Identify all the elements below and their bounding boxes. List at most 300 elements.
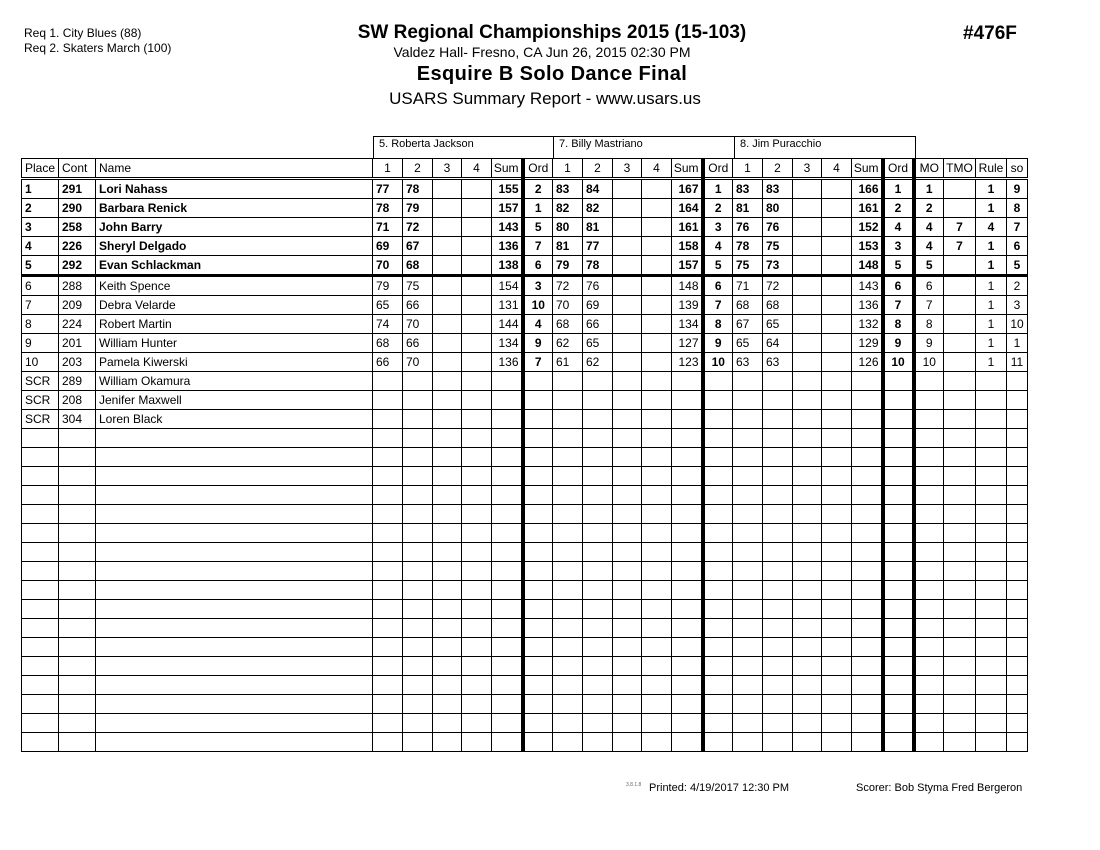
sum-cell: 158 [672,237,703,256]
score-cell [613,179,642,199]
mo-cell [914,695,944,714]
name-cell [96,524,373,543]
tmo-cell [944,410,976,429]
ordinal-cell [703,638,733,657]
score-cell [793,714,822,733]
version-stamp: 3.8.1.8 [626,782,642,788]
score-cell [583,505,613,524]
score-cell [433,543,462,562]
score-cell [793,448,822,467]
ordinal-cell: 4 [703,237,733,256]
score-cell [433,524,462,543]
sum-cell: 132 [852,315,883,334]
score-cell [642,391,672,410]
table-row [22,353,1028,372]
name-cell: Barbara Renick [96,199,373,218]
contestant-number-cell: 208 [59,391,96,410]
score-cell [613,543,642,562]
sum-cell [672,619,703,638]
rule-cell [976,619,1007,638]
score-cell: 68 [733,296,763,315]
table-row [22,372,1028,391]
score-cell: 67 [403,237,433,256]
score-cell: 65 [733,334,763,353]
score-cell [763,714,793,733]
ordinal-cell: 5 [523,218,553,237]
score-cell: 67 [733,315,763,334]
ordinal-cell [883,638,914,657]
score-cell: 70 [403,353,433,372]
score-cell [822,448,852,467]
score-cell: 65 [373,296,403,315]
score-cell: 63 [763,353,793,372]
score-cell [553,543,583,562]
score-cell [822,256,852,276]
place-cell: 3 [22,218,59,237]
score-cell [763,410,793,429]
score-cell [793,562,822,581]
score-cell [642,714,672,733]
sum-cell [672,372,703,391]
contestant-number-cell: 201 [59,334,96,353]
ordinal-cell [883,657,914,676]
score-cell: 75 [763,237,793,256]
score-cell [733,657,763,676]
score-cell [373,638,403,657]
venue-line: Valdez Hall- Fresno, CA Jun 26, 2015 02:30 PM [393,44,691,60]
score-cell [763,391,793,410]
score-cell [763,733,793,752]
score-cell [462,353,492,372]
contestant-number-cell [59,695,96,714]
score-cell [373,467,403,486]
score-cell [403,657,433,676]
score-cell: 62 [553,334,583,353]
score-cell [822,391,852,410]
score-cell: 77 [583,237,613,256]
sum-cell [492,429,523,448]
sum-cell [492,676,523,695]
sum-cell: 148 [672,276,703,296]
score-cell [642,543,672,562]
sum-cell [852,695,883,714]
tmo-cell [944,733,976,752]
mo-cell: 8 [914,315,944,334]
sum-cell: 123 [672,353,703,372]
score-cell: 66 [373,353,403,372]
judge-header-3: 8. Jim Puracchio [734,136,916,158]
score-cell [822,429,852,448]
contestant-number-cell [59,733,96,752]
ordinal-cell [523,619,553,638]
score-cell [763,448,793,467]
mo-cell [914,524,944,543]
score-cell [613,695,642,714]
ordinal-cell [883,562,914,581]
so-cell [1007,581,1028,600]
ordinal-cell: 10 [523,296,553,315]
score-cell: 66 [403,296,433,315]
score-cell [642,486,672,505]
ordinal-cell [703,391,733,410]
score-cell [733,467,763,486]
ordinal-cell [883,486,914,505]
ordinal-cell [703,619,733,638]
rule-cell [976,448,1007,467]
ordinal-cell [883,695,914,714]
sum-cell [672,505,703,524]
blank-row [22,562,1028,581]
score-cell [433,410,462,429]
score-cell: 83 [553,179,583,199]
score-cell [433,657,462,676]
mo-cell [914,733,944,752]
score-cell [553,581,583,600]
name-cell [96,600,373,619]
tmo-cell [944,714,976,733]
score-cell [793,676,822,695]
score-cell [433,619,462,638]
score-cell [373,600,403,619]
score-cell [793,600,822,619]
col-header-rule: Rule [976,159,1007,179]
score-cell [822,372,852,391]
score-cell [373,448,403,467]
blank-row [22,714,1028,733]
score-cell [613,410,642,429]
col-header-sum: Sum [492,159,523,179]
score-cell [763,619,793,638]
score-cell: 72 [763,276,793,296]
score-cell [822,676,852,695]
score-cell [373,676,403,695]
score-cell [583,410,613,429]
so-cell [1007,448,1028,467]
sum-cell [852,600,883,619]
tmo-cell [944,600,976,619]
tmo-cell [944,315,976,334]
place-cell [22,486,59,505]
tmo-cell [944,199,976,218]
score-cell [822,714,852,733]
sum-cell [852,676,883,695]
ordinal-cell: 4 [523,315,553,334]
ordinal-cell [703,714,733,733]
col-header-mo: MO [914,159,944,179]
col-header-score: 2 [403,159,433,179]
rule-cell: 1 [976,353,1007,372]
tmo-cell [944,276,976,296]
score-cell: 69 [373,237,403,256]
sum-cell [852,391,883,410]
ordinal-cell: 6 [523,256,553,276]
mo-cell: 10 [914,353,944,372]
rule-cell [976,695,1007,714]
rule-cell [976,733,1007,752]
tmo-cell [944,179,976,199]
table-row [22,410,1028,429]
table-row [22,237,1028,256]
ordinal-cell: 9 [703,334,733,353]
score-cell [822,733,852,752]
name-cell: Lori Nahass [96,179,373,199]
score-cell [733,676,763,695]
sum-cell: 139 [672,296,703,315]
score-cell: 72 [553,276,583,296]
score-cell: 81 [583,218,613,237]
sum-cell: 127 [672,334,703,353]
score-cell [763,524,793,543]
tmo-cell [944,429,976,448]
so-cell [1007,505,1028,524]
tmo-cell [944,638,976,657]
mo-cell: 1 [914,179,944,199]
score-cell [733,733,763,752]
score-cell [433,296,462,315]
score-cell [553,562,583,581]
score-cell [403,733,433,752]
score-cell: 76 [583,276,613,296]
tmo-cell [944,448,976,467]
col-header-score: 1 [373,159,403,179]
printed-timestamp: Printed: 4/19/2017 12:30 PM [649,782,790,794]
score-cell [373,695,403,714]
score-cell [613,638,642,657]
score-cell: 79 [373,276,403,296]
score-cell: 61 [553,353,583,372]
score-cell [822,237,852,256]
name-cell: Debra Velarde [96,296,373,315]
score-cell [403,562,433,581]
sum-cell: 157 [492,199,523,218]
score-cell [373,505,403,524]
sum-cell [492,505,523,524]
contestant-number-cell [59,543,96,562]
sum-cell: 136 [492,237,523,256]
col-header-score: 2 [763,159,793,179]
ordinal-cell: 7 [703,296,733,315]
score-cell [642,199,672,218]
ordinal-cell [703,486,733,505]
ordinal-cell: 10 [703,353,733,372]
blank-row [22,524,1028,543]
name-cell: Loren Black [96,410,373,429]
contestant-number-cell [59,600,96,619]
score-cell [583,714,613,733]
score-cell [793,372,822,391]
score-cell [553,695,583,714]
so-cell: 6 [1007,237,1028,256]
score-cell [462,638,492,657]
rule-cell [976,657,1007,676]
score-cell [642,619,672,638]
tmo-cell [944,505,976,524]
score-cell [642,505,672,524]
place-cell [22,505,59,524]
score-cell [733,638,763,657]
score-cell: 64 [763,334,793,353]
name-cell: Evan Schlackman [96,256,373,276]
score-cell: 75 [733,256,763,276]
sum-cell [852,429,883,448]
score-cell [763,638,793,657]
score-cell: 68 [373,334,403,353]
sum-cell: 153 [852,237,883,256]
mo-cell: 4 [914,237,944,256]
ordinal-cell [883,600,914,619]
rule-cell [976,505,1007,524]
score-cell: 78 [403,179,433,199]
table-row [22,276,1028,296]
score-cell [583,486,613,505]
sum-cell [492,562,523,581]
score-cell [613,353,642,372]
score-cell: 66 [583,315,613,334]
sum-cell: 143 [852,276,883,296]
score-cell: 65 [583,334,613,353]
contestant-number-cell: 288 [59,276,96,296]
score-cell [583,562,613,581]
score-cell [822,179,852,199]
score-cell [462,276,492,296]
score-cell [642,676,672,695]
ordinal-cell: 5 [703,256,733,276]
so-cell [1007,733,1028,752]
contestant-number-cell: 304 [59,410,96,429]
score-cell: 63 [733,353,763,372]
score-cell [373,486,403,505]
ordinal-cell [883,524,914,543]
score-cell [822,467,852,486]
score-cell [822,619,852,638]
score-cell [403,524,433,543]
scorer-names: Scorer: Bob Styma Fred Bergeron [856,782,1023,794]
score-cell [433,638,462,657]
score-cell [462,179,492,199]
score-cell [433,218,462,237]
col-header-score: 4 [462,159,492,179]
contestant-number-cell [59,657,96,676]
score-cell [763,657,793,676]
score-cell [403,391,433,410]
blank-row [22,657,1028,676]
score-cell: 74 [373,315,403,334]
rule-cell [976,429,1007,448]
place-cell [22,543,59,562]
sum-cell [852,619,883,638]
ordinal-cell: 2 [883,199,914,218]
score-cell [793,276,822,296]
name-cell [96,543,373,562]
score-cell [462,467,492,486]
mo-cell [914,600,944,619]
mo-cell [914,676,944,695]
name-cell: William Okamura [96,372,373,391]
blank-row [22,600,1028,619]
score-cell [433,714,462,733]
score-cell [583,733,613,752]
score-cell [583,619,613,638]
score-cell [613,505,642,524]
mo-cell [914,467,944,486]
results-table [21,158,1028,752]
ordinal-cell [703,429,733,448]
ordinal-cell [703,410,733,429]
tmo-cell: 7 [944,237,976,256]
score-cell [433,581,462,600]
score-cell [553,733,583,752]
rule-cell: 4 [976,218,1007,237]
col-header-score: 3 [613,159,642,179]
col-header-ord: Ord [703,159,733,179]
ordinal-cell [523,638,553,657]
score-cell [403,448,433,467]
table-row [22,391,1028,410]
blank-row [22,429,1028,448]
rule-cell: 1 [976,315,1007,334]
col-header-cont: Cont [59,159,96,179]
contestant-number-cell [59,429,96,448]
event-name: Esquire B Solo Dance Final [416,63,688,85]
contestant-number-cell: 224 [59,315,96,334]
ordinal-cell: 3 [703,218,733,237]
score-cell [763,505,793,524]
blank-row [22,467,1028,486]
sum-cell [492,695,523,714]
score-cell [763,600,793,619]
mo-cell [914,619,944,638]
blank-row [22,619,1028,638]
rule-cell [976,543,1007,562]
col-header-score: 2 [583,159,613,179]
score-cell: 80 [763,199,793,218]
tmo-cell [944,695,976,714]
score-cell: 79 [553,256,583,276]
score-cell: 71 [733,276,763,296]
ordinal-cell [883,733,914,752]
ordinal-cell [523,410,553,429]
sum-cell: 144 [492,315,523,334]
score-cell [613,714,642,733]
sum-cell [852,486,883,505]
ordinal-cell [523,657,553,676]
score-cell [462,619,492,638]
col-header-ord: Ord [523,159,553,179]
score-cell [822,657,852,676]
ordinal-cell [883,676,914,695]
score-cell [793,638,822,657]
score-cell [733,543,763,562]
name-cell [96,467,373,486]
score-cell [642,237,672,256]
judge-header-2: 7. Billy Mastriano [553,136,735,158]
score-cell [462,372,492,391]
rule-cell [976,676,1007,695]
score-cell [583,676,613,695]
mo-cell [914,638,944,657]
score-cell [462,600,492,619]
place-cell: 1 [22,179,59,199]
sum-cell [492,581,523,600]
so-cell [1007,543,1028,562]
ordinal-cell: 6 [703,276,733,296]
rule-cell: 1 [976,296,1007,315]
ordinal-cell: 7 [883,296,914,315]
score-cell [613,562,642,581]
table-row [22,218,1028,237]
ordinal-cell [523,600,553,619]
blank-row [22,543,1028,562]
